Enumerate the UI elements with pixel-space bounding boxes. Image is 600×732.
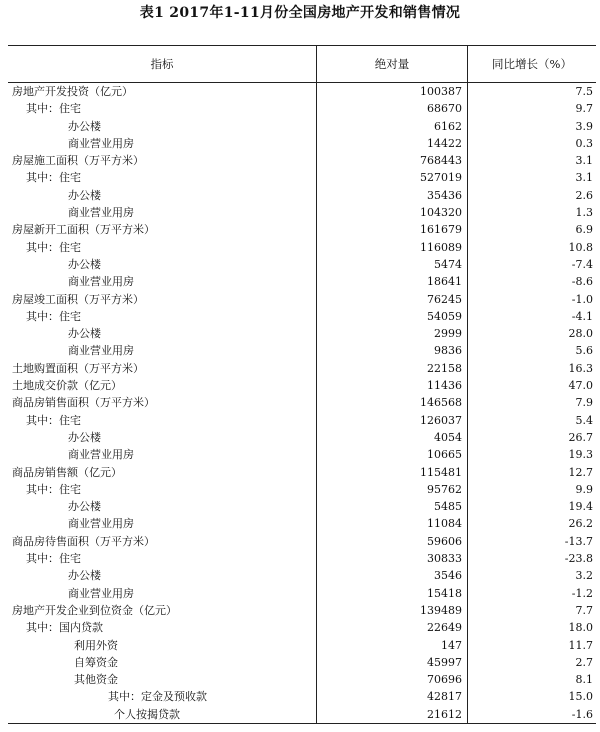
table-row [8, 412, 596, 429]
row-growth-value: 1.3 [467, 204, 596, 221]
row-label: 其中：住宅 [26, 413, 81, 427]
row-label: 商品房销售额（亿元） [12, 465, 122, 479]
row-absolute-value: 54059 [316, 308, 467, 325]
row-label: 其中：定金及预收款 [108, 690, 207, 704]
row-label: 其他资金 [74, 673, 118, 687]
row-growth-value: 10.8 [467, 239, 596, 256]
row-growth-value: 3.9 [467, 118, 596, 135]
row-growth-value: 0.3 [467, 135, 596, 152]
row-growth-value: 5.6 [467, 342, 596, 359]
row-growth-value: 26.7 [467, 429, 596, 446]
table-row [8, 273, 596, 290]
row-label: 商业营业用房 [68, 206, 134, 220]
row-growth-value: -1.2 [467, 585, 596, 602]
row-growth-value: 9.9 [467, 481, 596, 498]
table-body [8, 83, 596, 723]
row-growth-value: 9.7 [467, 100, 596, 117]
row-growth-value: -7.4 [467, 256, 596, 273]
row-absolute-value: 14422 [316, 135, 467, 152]
row-growth-value: 6.9 [467, 221, 596, 238]
row-growth-value: -8.6 [467, 273, 596, 290]
row-absolute-value: 5474 [316, 256, 467, 273]
row-growth-value: 2.6 [467, 187, 596, 204]
row-label: 商品房销售面积（万平方米） [12, 396, 155, 410]
row-label: 其中：住宅 [26, 552, 81, 566]
row-label: 办公楼 [68, 327, 101, 341]
row-absolute-value: 115481 [316, 464, 467, 481]
table-row [8, 429, 596, 446]
row-growth-value: 28.0 [467, 325, 596, 342]
table-row [8, 498, 596, 515]
row-label: 房屋新开工面积（万平方米） [12, 223, 155, 237]
table-row [8, 221, 596, 238]
table-row [8, 619, 596, 636]
row-growth-value: -1.0 [467, 291, 596, 308]
row-absolute-value: 161679 [316, 221, 467, 238]
header-growth: 同比增长（%） [467, 46, 596, 82]
table-header [8, 46, 596, 83]
row-growth-value: 3.1 [467, 169, 596, 186]
row-label: 商业营业用房 [68, 344, 134, 358]
row-growth-value: 8.1 [467, 671, 596, 688]
row-label: 其中：住宅 [26, 171, 81, 185]
row-label: 其中：住宅 [26, 240, 81, 254]
table-row [8, 394, 596, 411]
row-growth-value: -13.7 [467, 533, 596, 550]
table-row [8, 602, 596, 619]
row-absolute-value: 21612 [316, 706, 467, 723]
table-row [8, 688, 596, 705]
row-label: 办公楼 [68, 500, 101, 514]
row-growth-value: 11.7 [467, 637, 596, 654]
row-label: 个人按揭贷款 [114, 707, 180, 721]
table-row [8, 100, 596, 117]
row-absolute-value: 104320 [316, 204, 467, 221]
row-absolute-value: 22158 [316, 360, 467, 377]
row-absolute-value: 139489 [316, 602, 467, 619]
row-growth-value: 19.4 [467, 498, 596, 515]
row-growth-value: 19.3 [467, 446, 596, 463]
table-row [8, 464, 596, 481]
row-absolute-value: 768443 [316, 152, 467, 169]
table-row [8, 187, 596, 204]
row-absolute-value: 59606 [316, 533, 467, 550]
table-row [8, 291, 596, 308]
table-row [8, 481, 596, 498]
table-row [8, 342, 596, 359]
row-label: 商品房待售面积（万平方米） [12, 534, 155, 548]
table-row [8, 567, 596, 584]
row-growth-value: 12.7 [467, 464, 596, 481]
row-absolute-value: 147 [316, 637, 467, 654]
row-absolute-value: 70696 [316, 671, 467, 688]
row-growth-value: -4.1 [467, 308, 596, 325]
row-label: 办公楼 [68, 188, 101, 202]
table-row [8, 152, 596, 169]
row-absolute-value: 5485 [316, 498, 467, 515]
table-row [8, 325, 596, 342]
row-label: 其中：国内贷款 [26, 621, 103, 635]
row-absolute-value: 42817 [316, 688, 467, 705]
table-row [8, 256, 596, 273]
row-absolute-value: 3546 [316, 567, 467, 584]
table-row [8, 204, 596, 221]
row-absolute-value: 11436 [316, 377, 467, 394]
row-label: 房屋竣工面积（万平方米） [12, 292, 144, 306]
row-growth-value: -1.6 [467, 706, 596, 723]
row-label: 办公楼 [68, 569, 101, 583]
row-growth-value: 26.2 [467, 515, 596, 532]
row-growth-value: -23.8 [467, 550, 596, 567]
row-absolute-value: 22649 [316, 619, 467, 636]
row-absolute-value: 11084 [316, 515, 467, 532]
row-label: 自筹资金 [74, 655, 118, 669]
row-label: 商业营业用房 [68, 448, 134, 462]
row-absolute-value: 9836 [316, 342, 467, 359]
row-growth-value: 15.0 [467, 688, 596, 705]
row-absolute-value: 18641 [316, 273, 467, 290]
row-label: 利用外资 [74, 638, 118, 652]
row-absolute-value: 4054 [316, 429, 467, 446]
row-label: 房地产开发投资（亿元） [12, 85, 133, 98]
table-row [8, 585, 596, 602]
row-absolute-value: 126037 [316, 412, 467, 429]
row-absolute-value: 116089 [316, 239, 467, 256]
table-row [8, 515, 596, 532]
row-label: 商业营业用房 [68, 586, 134, 600]
row-absolute-value: 35436 [316, 187, 467, 204]
table-row [8, 83, 596, 100]
row-absolute-value: 76245 [316, 291, 467, 308]
row-label: 商业营业用房 [68, 136, 134, 150]
table-row [8, 706, 596, 723]
table-row [8, 239, 596, 256]
row-absolute-value: 2999 [316, 325, 467, 342]
table-row [8, 446, 596, 463]
row-label: 办公楼 [68, 119, 101, 133]
row-absolute-value: 45997 [316, 654, 467, 671]
row-growth-value: 18.0 [467, 619, 596, 636]
row-growth-value: 7.9 [467, 394, 596, 411]
row-label: 商业营业用房 [68, 275, 134, 289]
table-row [8, 135, 596, 152]
row-label: 土地购置面积（万平方米） [12, 361, 144, 375]
table-row [8, 671, 596, 688]
row-growth-value: 7.5 [467, 83, 596, 100]
table-row [8, 550, 596, 567]
row-growth-value: 2.7 [467, 654, 596, 671]
row-growth-value: 7.7 [467, 602, 596, 619]
row-absolute-value: 95762 [316, 481, 467, 498]
table-row [8, 377, 596, 394]
row-absolute-value: 6162 [316, 118, 467, 135]
row-label: 房地产开发企业到位资金（亿元） [12, 603, 177, 617]
row-absolute-value: 527019 [316, 169, 467, 186]
table-row [8, 637, 596, 654]
row-label: 商业营业用房 [68, 517, 134, 531]
row-absolute-value: 10665 [316, 446, 467, 463]
row-growth-value: 3.1 [467, 152, 596, 169]
table-row [8, 533, 596, 550]
row-absolute-value: 68670 [316, 100, 467, 117]
row-growth-value: 16.3 [467, 360, 596, 377]
table-row [8, 360, 596, 377]
row-absolute-value: 30833 [316, 550, 467, 567]
table-title: 表1 2017年1-11月份全国房地产开发和销售情况 [139, 5, 461, 21]
row-label: 其中：住宅 [26, 309, 81, 323]
table-row [8, 654, 596, 671]
row-growth-value: 47.0 [467, 377, 596, 394]
header-indicator: 指标 [150, 57, 174, 71]
table-row [8, 169, 596, 186]
header-absolute: 绝对量 [316, 46, 467, 82]
row-absolute-value: 100387 [316, 83, 467, 100]
row-label: 房屋施工面积（万平方米） [12, 154, 144, 168]
row-label: 办公楼 [68, 257, 101, 271]
row-growth-value: 5.4 [467, 412, 596, 429]
row-absolute-value: 15418 [316, 585, 467, 602]
row-label: 其中：住宅 [26, 102, 81, 116]
row-absolute-value: 146568 [316, 394, 467, 411]
row-growth-value: 3.2 [467, 567, 596, 584]
row-label: 办公楼 [68, 430, 101, 444]
table-row [8, 118, 596, 135]
table-row [8, 308, 596, 325]
row-label: 其中：住宅 [26, 482, 81, 496]
data-table [8, 45, 596, 724]
row-label: 土地成交价款（亿元） [12, 379, 122, 393]
